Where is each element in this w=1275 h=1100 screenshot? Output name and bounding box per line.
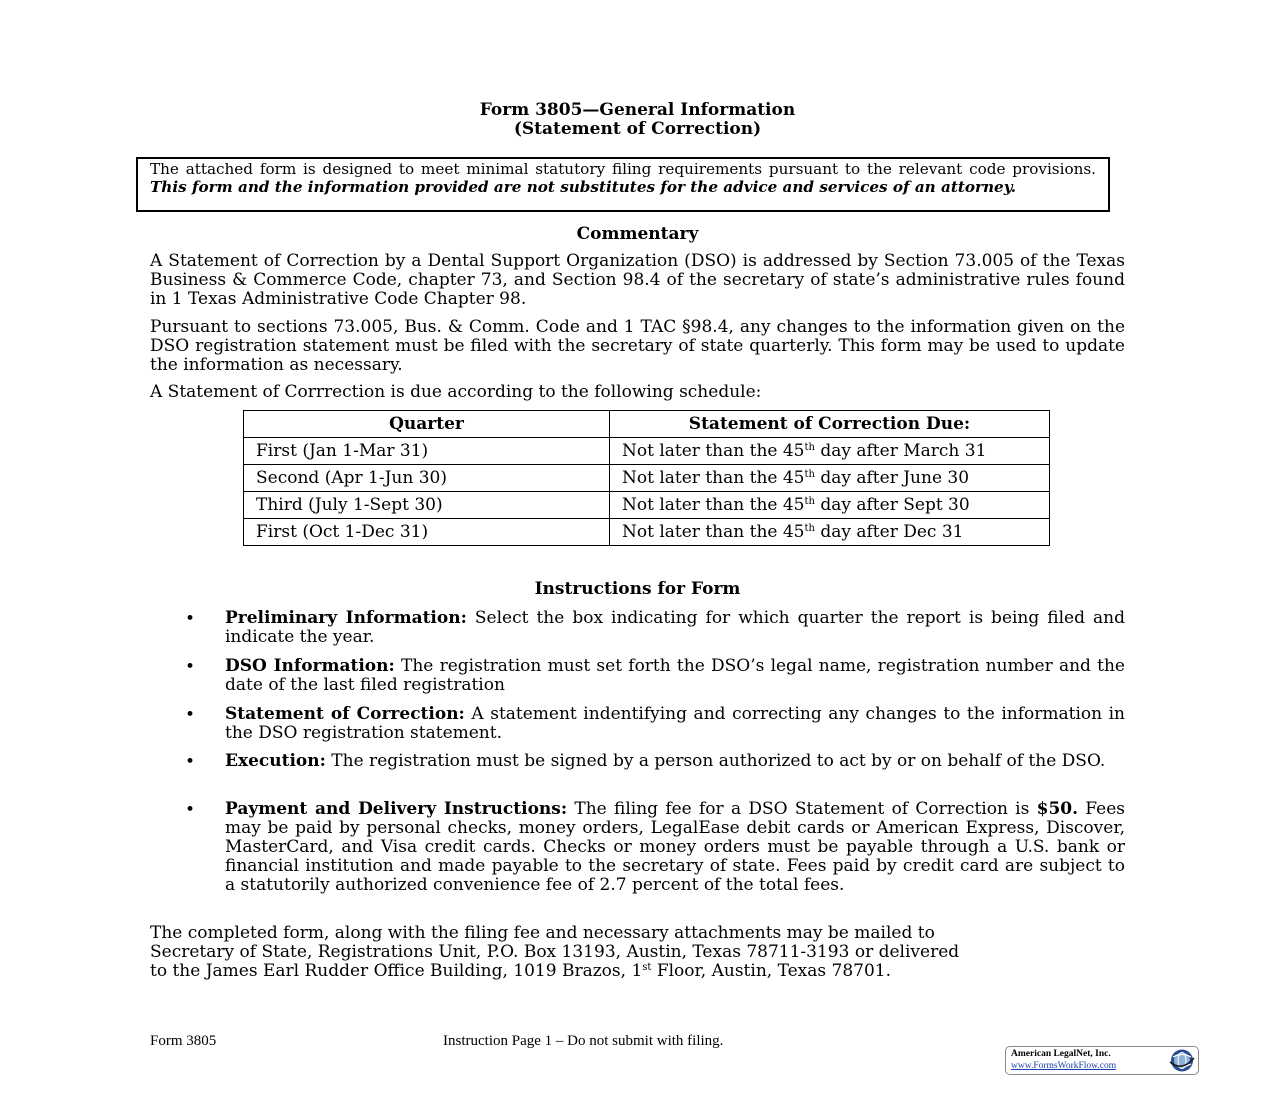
globe-icon — [1168, 1048, 1195, 1073]
bullet-icon: • — [185, 609, 196, 629]
closing-line-1: The completed form, along with the filing fee and necessary attachments may be mailed to — [150, 923, 935, 943]
closing-line-3: to the James Earl Rudder Office Building, 1019 Brazos, 1st Floor, Austin, Texas 78701. — [150, 961, 891, 981]
bullet-icon: • — [185, 800, 196, 820]
column-header-quarter: Quarter — [244, 411, 610, 438]
quarter-cell: First (Jan 1-Mar 31) — [244, 438, 610, 465]
footer-instruction-note: Instruction Page 1 – Do not submit with filing. — [443, 1033, 724, 1049]
forms-workflow-logo[interactable] — [1005, 1046, 1199, 1075]
footer-form-number: Form 3805 — [150, 1033, 217, 1049]
commentary-paragraph-1: A Statement of Correction by a Dental Support Organization (DSO) is addressed by Section 73.005 of the Texas Business & Commerce Code, chapter 73, and Section 98.4 of the secretary of state’s administrative rules found in 1 Texas Administrative Code Chapter 98. — [150, 251, 1125, 309]
instruction-text-continued: Fees may be paid by personal checks, money orders, LegalEase debit cards or American Express, Discover, MasterCard, and Visa credit cards. Checks or money orders must be payable through a U.S. bank or financial institution and made payable to the secretary of state. Fees paid by credit card are subject to a statutorily authorized convenience fee of 2.7 percent of the total fees. — [225, 799, 1125, 895]
quarter-cell: First (Oct 1-Dec 31) — [244, 519, 610, 546]
instruction-text: The registration must be signed by a person authorized to act by or on behalf of the DSO. — [325, 751, 1106, 771]
instruction-label: Execution: — [225, 751, 326, 771]
instructions-heading: Instructions for Form — [534, 579, 741, 599]
instruction-label: Preliminary Information: — [225, 608, 467, 628]
due-cell: Not later than the 45th day after June 30 — [610, 465, 1050, 492]
bullet-icon: • — [185, 752, 196, 772]
disclaimer-text: The attached form is designed to meet minimal statutory filing requirements pursuant to the relevant code provisions. — [150, 160, 1096, 178]
quarter-cell: Third (July 1-Sept 30) — [244, 492, 610, 519]
table-row — [244, 492, 1050, 519]
due-cell: Not later than the 45th day after March 31 — [610, 438, 1050, 465]
filing-fee: $50. — [1036, 799, 1079, 819]
instruction-text: The registration must set forth the DSO’s legal name, registration number and the date of the last filed registration — [225, 656, 1125, 695]
instruction-label: Statement of Correction: — [225, 704, 465, 724]
schedule-table — [243, 410, 1050, 546]
column-header-due: Statement of Correction Due: — [610, 411, 1050, 438]
instruction-item — [225, 609, 1125, 647]
due-cell: Not later than the 45th day after Sept 30 — [610, 492, 1050, 519]
instruction-label: Payment and Delivery Instructions: — [225, 799, 568, 819]
table-row — [244, 438, 1050, 465]
bullet-icon: • — [185, 705, 196, 725]
page-subtitle: (Statement of Correction) — [513, 119, 762, 139]
quarter-cell: Second (Apr 1-Jun 30) — [244, 465, 610, 492]
table-header-row — [244, 411, 1050, 438]
instruction-item — [225, 657, 1125, 695]
schedule-intro: A Statement of Corrrection is due according to the following schedule: — [150, 382, 762, 402]
disclaimer-emphasis: This form and the information provided are not substitutes for the advice and services of an attorney. — [150, 177, 1017, 196]
instruction-item — [225, 752, 1125, 771]
commentary-paragraph-2: Pursuant to sections 73.005, Bus. & Comm. Code and 1 TAC §98.4, any changes to the information given on the DSO registration statement must be filed with the secretary of state quarterly. This form may be used to update the information as necessary. — [150, 317, 1125, 375]
instruction-label: DSO Information: — [225, 656, 395, 676]
logo-url-link[interactable]: www.FormsWorkFlow.com — [1011, 1061, 1117, 1071]
instruction-text: Select the box indicating for which quarter the report is being filed and indicate the year. — [225, 608, 1125, 647]
table-row — [244, 519, 1050, 546]
table-row — [244, 465, 1050, 492]
instruction-item — [225, 705, 1125, 743]
bullet-icon: • — [185, 657, 196, 677]
due-cell: Not later than the 45th day after Dec 31 — [610, 519, 1050, 546]
instruction-text: The filing fee for a DSO Statement of Correction is — [567, 799, 1037, 819]
logo-company-name: American LegalNet, Inc. — [1011, 1049, 1111, 1059]
instruction-text: A statement indentifying and correcting any changes to the information in the DSO registration statement. — [225, 704, 1125, 743]
instruction-item — [225, 800, 1125, 895]
closing-line-2: Secretary of State, Registrations Unit, P.O. Box 13193, Austin, Texas 78711-3193 or delivered — [150, 942, 960, 962]
commentary-heading: Commentary — [576, 224, 699, 244]
page-title: Form 3805—General Information — [479, 100, 796, 120]
disclaimer-box — [136, 157, 1110, 212]
